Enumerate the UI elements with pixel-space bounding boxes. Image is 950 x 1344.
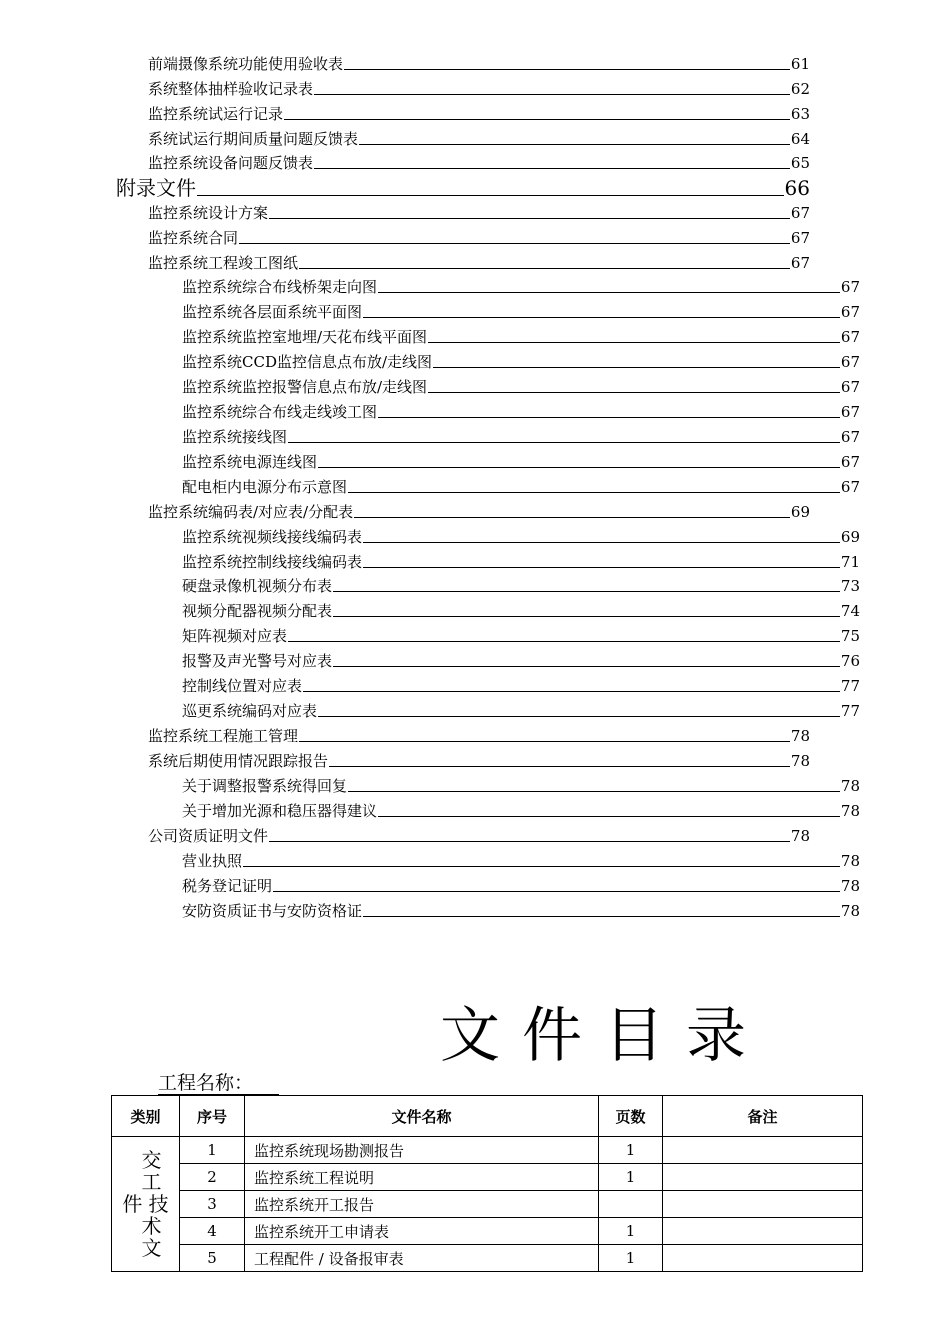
row-pages: 1 (599, 1164, 663, 1191)
row-file-name: 监控系统开工申请表 (245, 1218, 599, 1245)
toc-entry (148, 53, 810, 73)
toc-entry-page: 76 (840, 652, 860, 670)
toc-entry-page: 71 (840, 553, 860, 571)
toc-entry-page: 78 (790, 727, 810, 745)
toc-entry-page: 67 (840, 278, 860, 296)
toc-entry-page: 67 (840, 303, 860, 321)
toc-entry-page: 63 (790, 105, 810, 123)
toc-entry-page: 73 (840, 577, 860, 595)
toc-entry-page: 77 (840, 702, 860, 720)
toc-leader-line (363, 317, 840, 318)
table-row (112, 1164, 863, 1191)
toc-entry (182, 526, 860, 546)
toc-leader-line (433, 367, 840, 368)
row-pages: 1 (599, 1245, 663, 1272)
row-number: 5 (180, 1245, 245, 1272)
row-number: 3 (180, 1191, 245, 1218)
toc-leader-line (299, 741, 790, 742)
toc-entry-page: 62 (790, 80, 810, 98)
toc-entry-page: 78 (790, 827, 810, 845)
toc-entry (148, 825, 810, 845)
toc-entry (182, 476, 860, 496)
category-label (122, 1149, 168, 1259)
toc-entry-page: 69 (840, 528, 860, 546)
toc-entry (182, 351, 860, 371)
toc-entry-title: 配电柜内电源分布示意图 (182, 478, 348, 496)
toc-entry-title: 监控系统监控室地埋/天花布线平面图 (182, 328, 428, 346)
row-number: 2 (180, 1164, 245, 1191)
toc-leader-line (314, 168, 790, 169)
table-row (112, 1218, 863, 1245)
table-row (112, 1137, 863, 1164)
toc-entry (182, 675, 860, 695)
toc-leader-line (354, 517, 790, 518)
row-file-name: 工程配件 / 设备报审表 (245, 1245, 599, 1272)
toc-entry-title: 安防资质证书与安防资格证 (182, 902, 363, 920)
toc-entry (182, 326, 860, 346)
toc-entry-page: 78 (840, 777, 860, 795)
row-pages: 1 (599, 1137, 663, 1164)
toc-leader-line (239, 243, 790, 244)
toc-entry (148, 202, 810, 222)
toc-entry-title: 监控系统监控报警信息点布放/走线图 (182, 378, 428, 396)
toc-entry (182, 401, 860, 421)
category-label-line: 术 (141, 1214, 162, 1238)
toc-entry-page: 77 (840, 677, 860, 695)
project-name-label: 工程名称： (158, 1072, 279, 1095)
document-title: 文件目录 (440, 1001, 768, 1071)
row-file-name: 监控系统开工报告 (245, 1191, 599, 1218)
category-cell (112, 1137, 180, 1272)
toc-entry (182, 875, 860, 895)
toc-leader-line (428, 342, 840, 343)
toc-leader-line (288, 442, 840, 443)
row-pages: 1 (599, 1218, 663, 1245)
toc-entry-page: 65 (790, 154, 810, 172)
category-label-line: 工 (141, 1170, 162, 1194)
toc-entry-title: 监控系统接线图 (182, 428, 288, 446)
toc-leader-line (348, 492, 840, 493)
toc-entry (182, 900, 860, 920)
toc-leader-line (269, 218, 790, 219)
toc-entry-page: 67 (840, 328, 860, 346)
row-number: 4 (180, 1218, 245, 1245)
toc-leader-line (428, 392, 840, 393)
column-header-category: 类别 (112, 1096, 180, 1137)
toc-entry-title: 监控系统编码表/对应表/分配表 (148, 503, 354, 521)
toc-entry-page: 67 (840, 428, 860, 446)
toc-entry-page: 67 (790, 229, 810, 247)
toc-entry-title: 税务登记证明 (182, 877, 273, 895)
toc-entry-page: 64 (790, 130, 810, 148)
toc-entry-title: 矩阵视频对应表 (182, 627, 288, 645)
toc-leader-line (273, 891, 840, 892)
column-header-number: 序号 (180, 1096, 245, 1137)
toc-entry (148, 750, 810, 770)
toc-entry-title: 硬盘录像机视频分布表 (182, 577, 333, 595)
toc-entry-title: 监控系统合同 (148, 229, 239, 247)
category-label-line: 件 技 (122, 1192, 169, 1216)
toc-section-heading (116, 175, 810, 199)
toc-entry-page: 61 (790, 55, 810, 73)
toc-entry (182, 650, 860, 670)
toc-leader-line (288, 641, 840, 642)
toc-entry (148, 103, 810, 123)
toc-entry-title: 监控系统综合布线走线竣工图 (182, 403, 378, 421)
row-remarks (663, 1245, 863, 1272)
column-header-pages: 页数 (599, 1096, 663, 1137)
toc-entry (148, 128, 810, 148)
toc-entry (148, 227, 810, 247)
toc-leader-line (329, 766, 790, 767)
category-label-line: 文 (141, 1236, 162, 1260)
toc-entry-title: 公司资质证明文件 (148, 827, 269, 845)
table-header-row (112, 1096, 863, 1137)
toc-entry (148, 252, 810, 272)
row-remarks (663, 1164, 863, 1191)
toc-entry-title: 营业执照 (182, 852, 243, 870)
toc-leader-line (359, 144, 790, 145)
toc-entry-title: 巡更系统编码对应表 (182, 702, 318, 720)
toc-entry-title: 报警及声光警号对应表 (182, 652, 333, 670)
toc-entry-page: 67 (790, 254, 810, 272)
toc-entry-title: 监控系统试运行记录 (148, 105, 284, 123)
toc-entry-title: 监控系统设备问题反馈表 (148, 154, 314, 172)
toc-entry-page: 69 (790, 503, 810, 521)
toc-entry (182, 850, 860, 870)
toc-entry (182, 575, 860, 595)
toc-entry-page: 67 (840, 403, 860, 421)
toc-entry (182, 426, 860, 446)
toc-leader-line (303, 691, 840, 692)
toc-leader-line (197, 195, 784, 196)
toc-leader-line (378, 816, 840, 817)
toc-entry (182, 376, 860, 396)
toc-entry-page: 67 (840, 453, 860, 471)
toc-entry-title: 监控系统工程竣工图纸 (148, 254, 299, 272)
toc-entry (182, 625, 860, 645)
toc-entry-title: 监控系统设计方案 (148, 204, 269, 222)
toc-entry-title: 控制线位置对应表 (182, 677, 303, 695)
toc-entry (182, 700, 860, 720)
row-remarks (663, 1218, 863, 1245)
toc-entry (182, 551, 860, 571)
toc-entry (182, 451, 860, 471)
toc-entry-page: 66 (784, 176, 810, 200)
toc-leader-line (363, 567, 840, 568)
toc-entry-page: 78 (840, 802, 860, 820)
toc-entry-page: 74 (840, 602, 860, 620)
toc-entry (182, 301, 860, 321)
toc-leader-line (333, 591, 840, 592)
toc-leader-line (363, 916, 840, 917)
toc-entry (148, 725, 810, 745)
toc-entry-page: 67 (840, 378, 860, 396)
toc-leader-line (378, 292, 840, 293)
toc-entry-page: 67 (840, 478, 860, 496)
toc-entry-title: 监控系统电源连线图 (182, 453, 318, 471)
file-list-table (111, 1095, 863, 1272)
toc-leader-line (363, 542, 840, 543)
toc-entry-title: 监控系统视频线接线编码表 (182, 528, 363, 546)
toc-entry (182, 276, 860, 296)
toc-entry-title: 监控系统工程施工管理 (148, 727, 299, 745)
toc-leader-line (318, 467, 840, 468)
toc-entry-page: 67 (790, 204, 810, 222)
toc-entry-title: 监控系统各层面系统平面图 (182, 303, 363, 321)
row-file-name: 监控系统工程说明 (245, 1164, 599, 1191)
toc-leader-line (333, 666, 840, 667)
toc-leader-line (318, 716, 840, 717)
toc-entry-page: 78 (840, 852, 860, 870)
toc-entry (182, 800, 860, 820)
toc-entry-title: 监控系统综合布线桥架走向图 (182, 278, 378, 296)
toc-entry-page: 75 (840, 627, 860, 645)
toc-leader-line (284, 119, 790, 120)
toc-entry (182, 775, 860, 795)
row-number: 1 (180, 1137, 245, 1164)
row-file-name: 监控系统现场勘测报告 (245, 1137, 599, 1164)
toc-leader-line (333, 616, 840, 617)
toc-entry-title: 关于增加光源和稳压器得建议 (182, 802, 378, 820)
row-remarks (663, 1191, 863, 1218)
table-row (112, 1191, 863, 1218)
toc-entry-title: 视频分配器视频分配表 (182, 602, 333, 620)
toc-entry-title: 附录文件 (116, 176, 196, 200)
toc-entry-title: 系统试运行期间质量问题反馈表 (148, 130, 359, 148)
toc-entry-title: 监控系统控制线接线编码表 (182, 553, 363, 571)
toc-entry-page: 78 (840, 877, 860, 895)
toc-leader-line (314, 94, 790, 95)
toc-entry (182, 600, 860, 620)
toc-entry-page: 78 (840, 902, 860, 920)
toc-entry (148, 78, 810, 98)
toc-entry-page: 67 (840, 353, 860, 371)
toc-entry (148, 501, 810, 521)
toc-leader-line (299, 268, 790, 269)
row-remarks (663, 1137, 863, 1164)
toc-leader-line (348, 791, 840, 792)
row-pages (599, 1191, 663, 1218)
toc-leader-line (344, 69, 790, 70)
column-header-remarks: 备注 (663, 1096, 863, 1137)
toc-entry-title: 系统整体抽样验收记录表 (148, 80, 314, 98)
toc-leader-line (243, 866, 840, 867)
toc-entry (148, 152, 810, 172)
toc-leader-line (378, 417, 840, 418)
toc-entry-title: 关于调整报警系统得回复 (182, 777, 348, 795)
category-label-line: 交 (141, 1148, 162, 1172)
toc-entry-title: 监控系统CCD监控信息点布放/走线图 (182, 353, 433, 371)
toc-leader-line (269, 841, 790, 842)
toc-entry-page: 78 (790, 752, 810, 770)
toc-entry-title: 前端摄像系统功能使用验收表 (148, 55, 344, 73)
toc-entry-title: 系统后期使用情况跟踪报告 (148, 752, 329, 770)
column-header-name: 文件名称 (245, 1096, 599, 1137)
table-row (112, 1245, 863, 1272)
